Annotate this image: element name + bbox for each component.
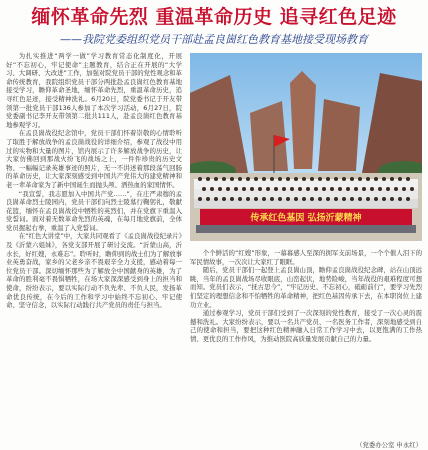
article-column-left	[6, 52, 182, 444]
article-paragraph: 个个鲜活的“红嫂”形象，一幕幕感人至深的拥军支前场景，一个个催人泪下的军民情故事，一次次让大家红了眼眶。	[190, 249, 422, 266]
article-paragraph: 在“红色大讲堂”中，大家共同观看了《孟良崮战役纪录片》及《沂蒙六姐妹》，各党支部开展了研讨交流。“沂蒙山高，沂水长，好红嫂，永难忘”。聆听时，瞻仰到的战士们为了解放事业英勇奋战，家乡的父老乡亲不畏艰辛全力支援，感动着每一位党员干部。深切缅怀那些为了解放全中国献身的英雄，为了革命的胜利毫不畏惧牺牲，在场大家深深感受到身上的担当和使命，纷纷表示，要以实际行动不负先辈、不负人民，发扬革命优良传统，在今后的工作和学习中始终不忘初心、牢记使命、坚守信念，以实际行动践行共产党员的责任与担当。	[6, 232, 182, 310]
article-signature: （党委办公室 申永红）	[356, 441, 422, 450]
article-paragraph: 在孟良崮战役纪念馆中，党员干部们怀着崇敬的心情聆听了取胜于解放战争的孟良崮战役的详细介绍，参观了战役中用过的实物和大量的图片，馆内展示了许多解放战争的历史，让大家仿佛回到那战火纷飞的战场之上，一件件珍贵的历史文物、一幅幅记录英雄事迹的照片，无一不讲述着那段荡气回肠的革命历史，让大家深刻感受到中国共产党伟大的建党精神和老一辈革命家为了新中国诞生而抛头颅、洒热血的家国情怀。	[6, 129, 182, 189]
group-photo-illustration	[190, 53, 422, 241]
monument-inner-right	[318, 99, 360, 171]
group-photo	[190, 53, 422, 241]
article-paragraph: 通过参观学习，党员干部们受到了一次深刻的党性教育，接受了一次心灵的震撼和洗礼。大家纷纷表示，要以一名共产党员、一名医务工作者，深刻地感受到自己的使命和担当，要把这种红色精神融入日常工作学习中去，以更饱满的工作热情、更优良的工作作风，为推动医院高质量发展贡献自己的力量。	[190, 309, 422, 343]
article-paragraph: “我宣誓，我志愿加入中国共产党……”，在庄严肃穆的孟良崮革命烈士陵园内，党员干部们向烈士陵墓行鞠躬礼，敬献花篮，缅怀在孟良崮战役中牺牲的英烈们，并在党旗下重温入党誓词。面对着无数革命先烈的英魂，在每月地党旗前，全体党员握起右拳，重温了入党誓词。	[6, 189, 182, 232]
article-paragraph: 为扎实推进“两学一做”学习教育常态化制度化，开展好“不忘初心，牢记使命”主题教育，结合正在开展的“大学习、大调研、大改进”工作，加强对院党员干部的党性观念和革命传统教育，我院组织党员干部分两批赴孟良崮红色教育基地接受学习，瞻仰革命圣地，缅怀革命先烈，重温革命历史，追寻红色足迹，接受精神洗礼。6月20日，院党委书记于开友带领第一批党员干部136人参加了本次学习活动，6月27日，院党委副书记李开友带领第二批共111人，赴孟良崮红色教育基地参观学习。	[6, 52, 182, 129]
monument-center	[290, 71, 316, 169]
article-column-right	[190, 249, 422, 444]
crowd-front-figures	[196, 225, 416, 233]
article-headline: 缅怀革命先烈 重温革命历史 追寻红色足迹	[31, 6, 397, 28]
monument-inner-left	[250, 101, 288, 171]
article-paragraph: 随后，党员干部们一起登上孟良崮山顶，瞻仰孟良崮战役纪念碑，站在山顶远眺，当年的孟良崮战场尽收眼底，山峦起伏，地势险峻，当年战役的艰难程度可想而知。党员们表示，“抚古思今”，“牢记历史、不忘初心，砥砺前行”，要学习先烈们坚定的理想信念和不怕牺牲的革命精神，把红色基因传承下去，在本职岗位上建功立业。	[190, 266, 422, 309]
photo-banner-text: 传承红色基因 弘扬沂蒙精神	[250, 213, 362, 224]
article-subheadline: ——我院党委组织党员干部赴孟良崮红色教育基地接受现场教育	[60, 33, 368, 46]
